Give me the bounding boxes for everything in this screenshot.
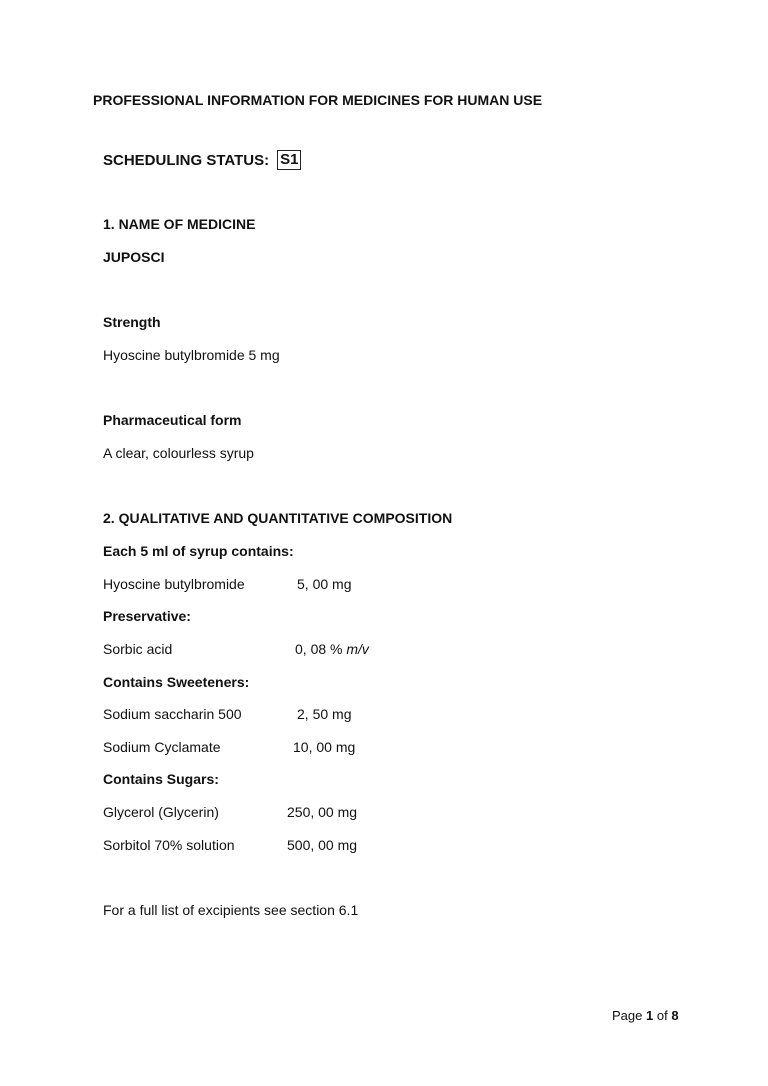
- ingredient-name: Glycerol (Glycerin): [103, 804, 219, 820]
- document-title: PROFESSIONAL INFORMATION FOR MEDICINES FOR HUMAN USE: [93, 92, 543, 108]
- page-word: Page: [612, 1008, 643, 1023]
- ingredient-name: Sorbitol 70% solution: [103, 837, 235, 853]
- section-1-heading: 1. NAME OF MEDICINE: [103, 216, 256, 232]
- excipients-note: For a full list of excipients see section 6.1: [103, 902, 359, 918]
- each-5ml-label: Each 5 ml of syrup contains:: [103, 543, 294, 559]
- strength-heading: Strength: [103, 314, 161, 330]
- ingredient-value-number: 0, 08 %: [295, 641, 343, 657]
- preservative-label: Preservative:: [103, 608, 191, 624]
- scheduling-label: SCHEDULING STATUS:: [103, 151, 270, 169]
- page-current: 1: [646, 1008, 654, 1023]
- ingredient-name: Hyoscine butylbromide: [103, 576, 245, 592]
- medicine-name: JUPOSCI: [103, 249, 165, 265]
- ingredient-value: 250, 00 mg: [287, 804, 358, 820]
- of-word: of: [656, 1008, 668, 1023]
- ingredient-value: 5, 00 mg: [297, 576, 352, 592]
- ingredient-value-unit: m/v: [346, 641, 369, 657]
- ingredient-name: Sodium Cyclamate: [103, 739, 221, 755]
- sugars-label: Contains Sugars:: [103, 771, 219, 787]
- scheduling-status: [103, 150, 301, 170]
- ingredient-value: 10, 00 mg: [293, 739, 356, 755]
- form-text: A clear, colourless syrup: [103, 445, 254, 461]
- sweeteners-label: Contains Sweeteners:: [103, 674, 250, 690]
- page-total: 8: [671, 1008, 679, 1023]
- ingredient-value: 2, 50 mg: [297, 706, 352, 722]
- ingredient-name: Sorbic acid: [103, 641, 173, 657]
- section-2-heading: 2. QUALITATIVE AND QUANTITATIVE COMPOSITION: [103, 510, 453, 526]
- strength-text: Hyoscine butylbromide 5 mg: [103, 347, 280, 363]
- ingredient-name: Sodium saccharin 500: [103, 706, 242, 722]
- ingredient-value: 500, 00 mg: [287, 837, 358, 853]
- form-heading: Pharmaceutical form: [103, 412, 242, 428]
- scheduling-value-box: S1: [277, 150, 301, 170]
- page-footer: [612, 1008, 679, 1023]
- ingredient-value: [295, 641, 369, 657]
